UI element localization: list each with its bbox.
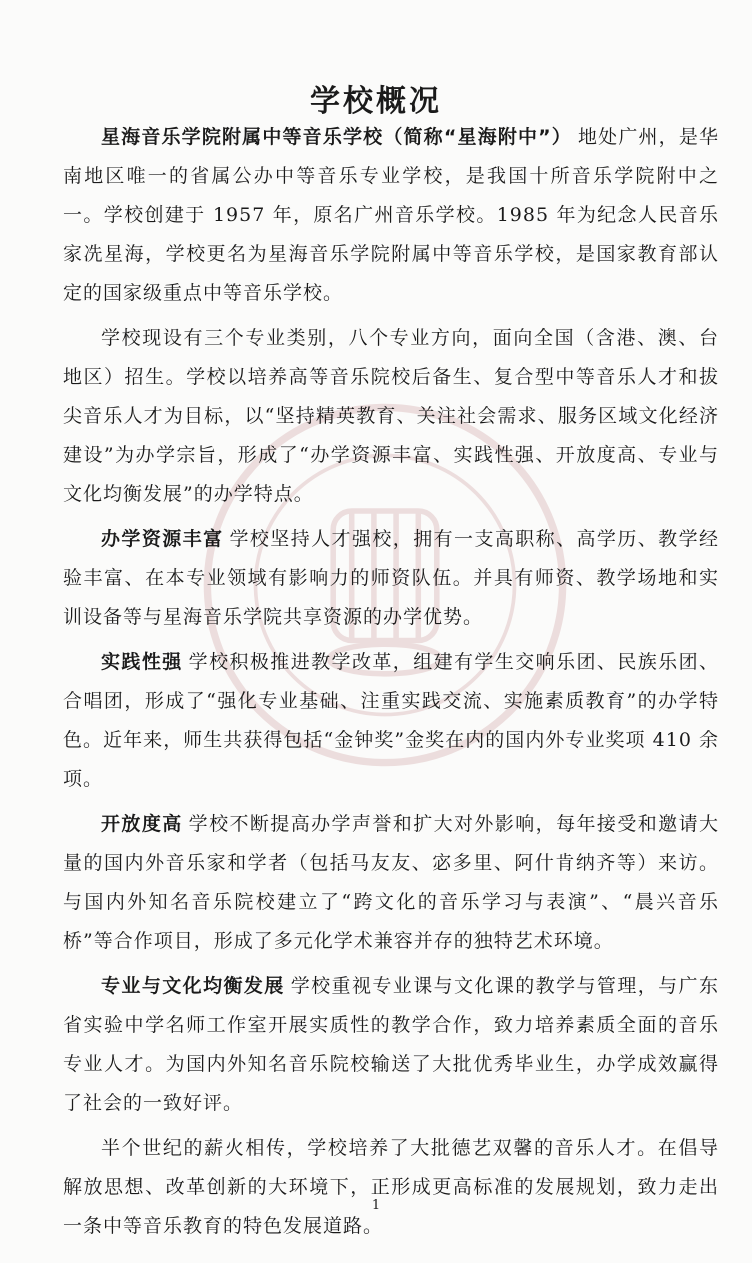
paragraph-text: 学校坚持人才强校，拥有一支高职称、高学历、教学经验丰富、在本专业领域有影响力的师资队伍。并具有师资、教学场地和实训设备等与星海音乐学院共享资源的办学优势。 <box>63 528 719 628</box>
paragraph-text: 地处广州，是华南地区唯一的省属公办中等音乐专业学校，是我国十所音乐学院附中之一。学校创建于 1957 年，原名广州音乐学校。1985 年为纪念人民音乐家冼星海，学校更名为星海音乐学院附属中等音乐学校，是国家教育部认定的国家级重点中等音乐学校。 <box>63 126 719 304</box>
paragraph-text: 学校积极推进教学改革，组建有学生交响乐团、民族乐团、合唱团，形成了“强化专业基础、注重实践交流、实施素质教育”的办学特色。近年来，师生共获得包括“金钟奖”金奖在内的国内外专业奖项 410 余项。 <box>63 651 719 790</box>
paragraph-lead: 实践性强 <box>101 651 183 673</box>
paragraph-lead: 办学资源丰富 <box>101 528 224 550</box>
paragraph-lead: 星海音乐学院附属中等音乐学校（简称“星海附中”） <box>101 126 572 148</box>
paragraph-conclusion <box>63 1129 719 1246</box>
paragraph-text: 学校不断提高办学声誉和扩大对外影响，每年接受和邀请大量的国内外音乐家和学者（包括马友友、宓多里、阿什肯纳齐等）来访。与国内外知名音乐院校建立了“跨文化的音乐学习与表演”、“晨兴音乐桥”等合作项目，形成了多元化学术兼容并存的独特艺术环境。 <box>63 813 719 952</box>
paragraph-text: 学校现设有三个专业类别，八个专业方向，面向全国（含港、澳、台地区）招生。学校以培养高等音乐院校后备生、复合型中等音乐人才和拔尖音乐人才为目标，以“坚持精英教育、关注社会需求、服务区域文化经济建设”为办学宗旨，形成了“办学资源丰富、实践性强、开放度高、专业与文化均衡发展”的办学特点。 <box>63 327 719 505</box>
paragraph-balance <box>63 967 719 1123</box>
page-number: 1 <box>371 1198 381 1213</box>
paragraph-openness <box>63 805 719 961</box>
paragraph-overview <box>63 118 719 313</box>
paragraph-practice <box>63 643 719 799</box>
paragraph-lead: 开放度高 <box>101 813 183 835</box>
paragraph-programs <box>63 319 719 514</box>
document-body <box>63 118 719 1252</box>
paragraph-resources <box>63 520 719 637</box>
paragraph-lead: 专业与文化均衡发展 <box>101 975 285 997</box>
paragraph-text: 学校重视专业课与文化课的教学与管理，与广东省实验中学名师工作室开展实质性的教学合作，致力培养素质全面的音乐专业人才。为国内外知名音乐院校输送了大批优秀毕业生，办学成效赢得了社会的一致好评。 <box>63 975 719 1114</box>
page-title: 学校概况 <box>310 84 442 119</box>
paragraph-text: 半个世纪的薪火相传，学校培养了大批德艺双馨的音乐人才。在倡导解放思想、改革创新的大环境下，正形成更高标准的发展规划，致力走出一条中等音乐教育的特色发展道路。 <box>63 1137 719 1237</box>
